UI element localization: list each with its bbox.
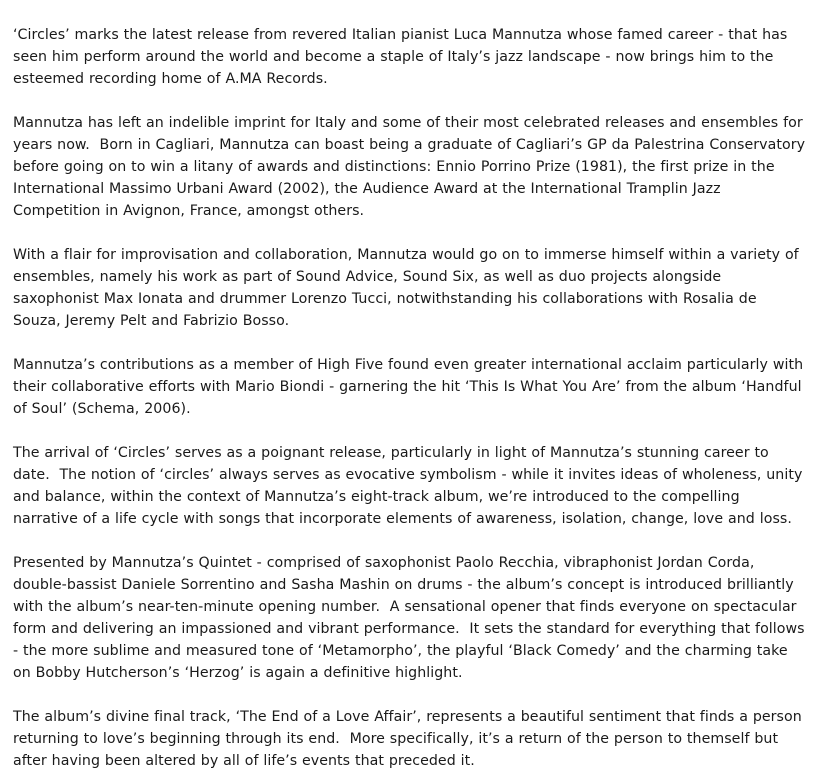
paragraph-intro: ‘Circles’ marks the latest release from revered Italian pianist Luca Mannutza whose famed career - that has seen him perform around the world and become a staple of Italy’s jazz landscape - now brings him to the esteemed recording home of A.MA Records.: [13, 27, 793, 87]
paragraph-circles-arrival: The arrival of ‘Circles’ serves as a poignant release, particularly in light of Mannutza’s stunning career to date. The notion of ‘circles’ always serves as evocative symbolism - while it invites ideas of wholeness, unity and balance, within the context of Mannutza’s eight-track album, we’re introduced to the compelling narrative of a life cycle with songs that incorporate elements of awareness, isolation, change, love and loss.: [13, 445, 808, 527]
paragraph-collaborations: With a flair for improvisation and collaboration, Mannutza would go on to immerse himself within a variety of ensembles, namely his work as part of Sound Advice, Sound Six, as well as duo projects alongside saxophonist Max Ionata and drummer Lorenzo Tucci, notwithstanding his collaborations with Rosalia de Souza, Jeremy Pelt and Fabrizio Bosso.: [13, 247, 804, 329]
paragraph-biography: Mannutza has left an indelible imprint for Italy and some of their most celebrated releases and ensembles for years now. Born in Cagliari, Mannutza can boast being a graduate of Cagliari’s GP da Palestrina Conservatory before going on to win a litany of awards and distinctions: Ennio Porrino Prize (1981), the first prize in the International Massimo Urbani Award (2002), the Audience Award at the International Tramplin Jazz Competition in Avignon, France, amongst others.: [13, 115, 810, 219]
paragraph-high-five: Mannutza’s contributions as a member of High Five found even greater international acclaim particularly with their collaborative efforts with Mario Biondi - garnering the hit ‘This Is What You Are’ from the album ‘Handful of Soul’ (Schema, 2006).: [13, 357, 809, 417]
paragraph-quintet: Presented by Mannutza’s Quintet - comprised of saxophonist Paolo Recchia, vibraphonist Jordan Corda, double-bassist Daniele Sorrentino and Sasha Mashin on drums - the album’s concept is introduced brilliantly with the album’s near-ten-minute opening number. A sensational opener that finds everyone on spectacular form and delivering an impassioned and vibrant performance. It sets the standard for everything that follows - the more sublime and measured tone of ‘Metamorpho’, the playful ‘Black Comedy’ and the charming take on Bobby Hutcherson’s ‘Herzog’ is again a definitive highlight.: [13, 555, 810, 681]
paragraph-final-track: The album’s divine final track, ‘The End of a Love Affair’, represents a beautiful sentiment that finds a person returning to love’s beginning through its end. More specifically, it’s a return of the person to themself but after having been altered by all of life’s events that preceded it.: [13, 709, 807, 769]
